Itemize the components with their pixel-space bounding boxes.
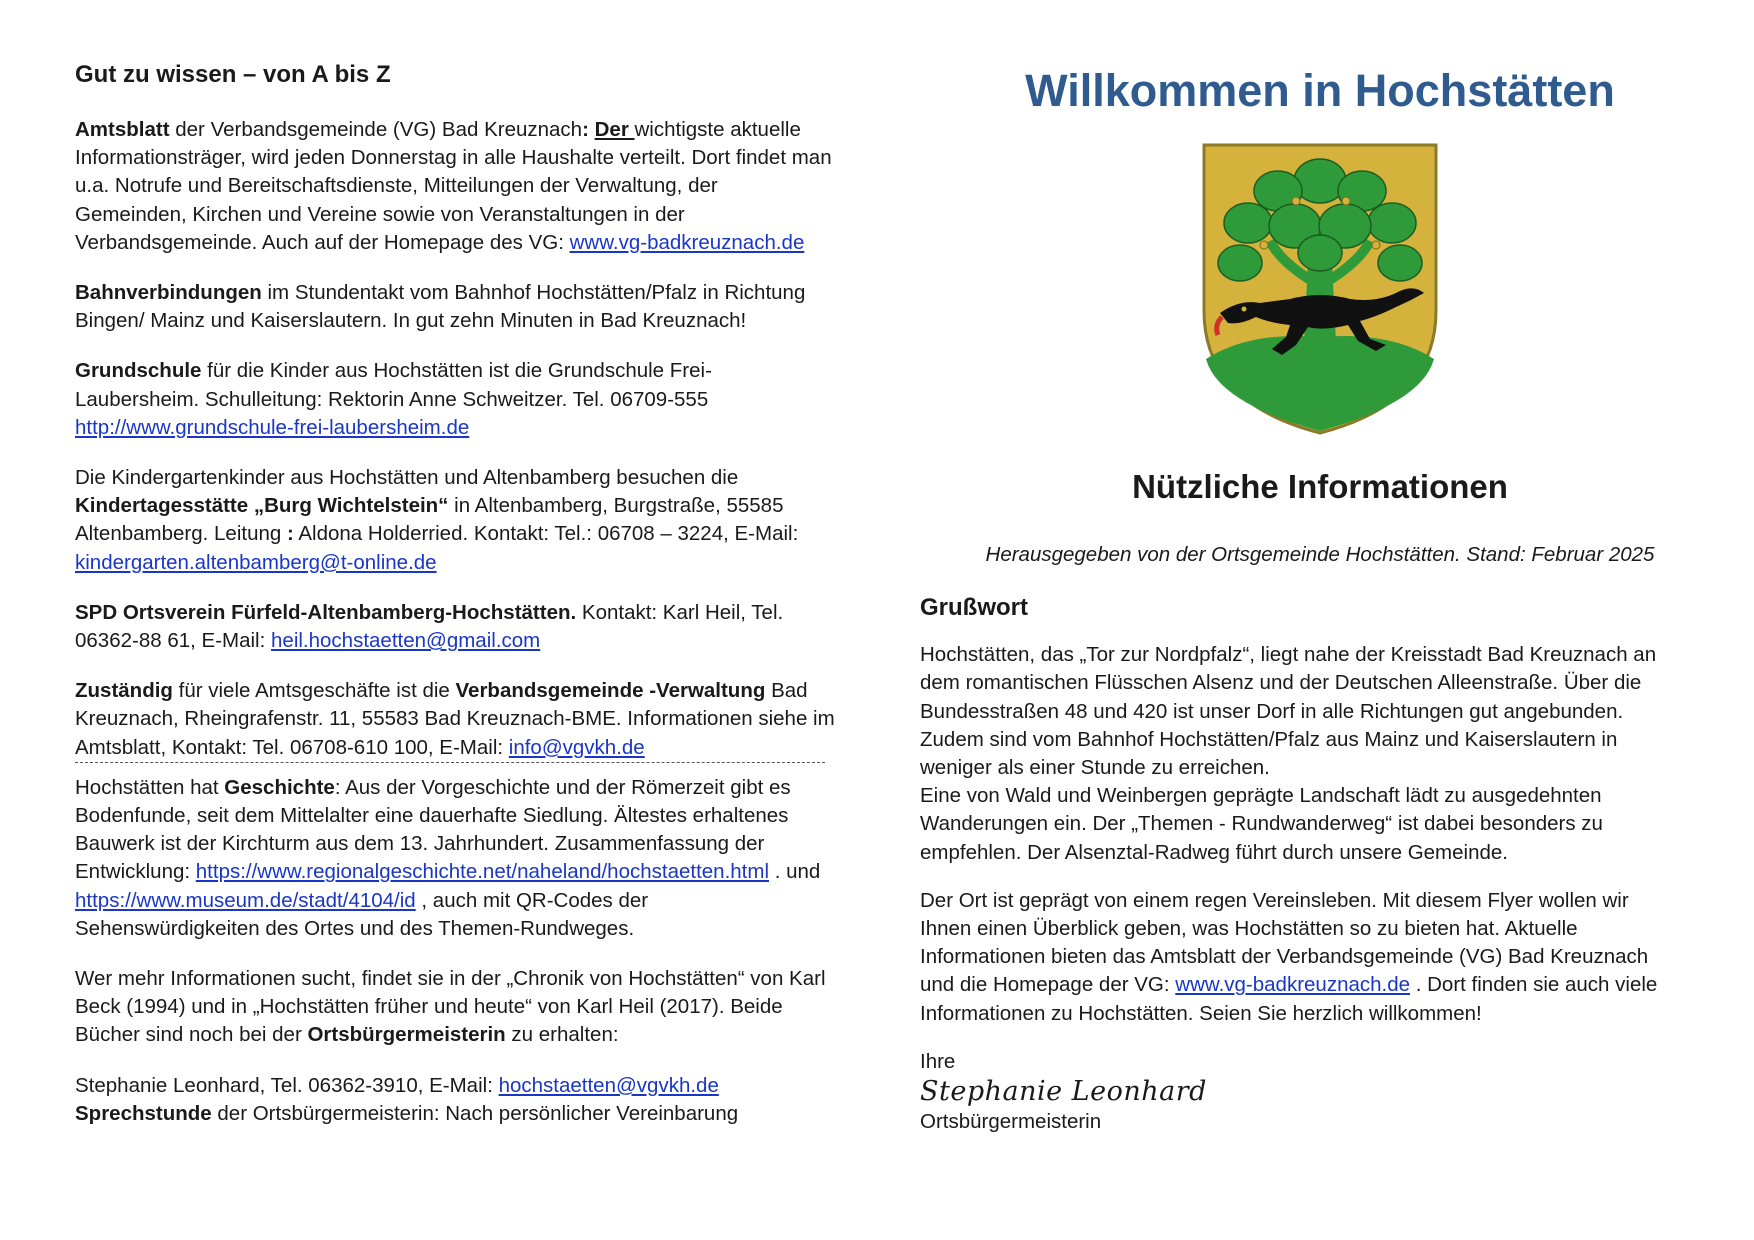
issuer-line: Herausgegeben von der Ortsgemeinde Hochstätten. Stand: Februar 2025 bbox=[985, 543, 1655, 566]
left-column bbox=[75, 60, 835, 1128]
bahn-label: Bahnverbindungen bbox=[75, 281, 262, 305]
zustaendig-paragraph bbox=[75, 677, 835, 762]
greeting-paragraph-1: Hochstätten, das „Tor zur Nordpfalz“, liegt nahe der Kreisstadt Bad Kreuznach an dem romantischen Flüsschen Alsenz und der Deutschen Alleenstraße. Über die Bundesstraßen 48 und 420 ist unser Dorf in alle Richtungen gut angebunden. Zudem sind vom Bahnhof Hochstätten/Pfalz aus Mainz und Kaiserslautern in weniger als einer Stunde zu erreichen. bbox=[920, 643, 1657, 780]
ortsbuergermeisterin-label: Ortsbürgermeisterin bbox=[307, 1023, 506, 1047]
bahn-paragraph bbox=[75, 279, 835, 335]
zustaendig-text: für viele Amtsgeschäfte ist die bbox=[172, 679, 456, 703]
chronik-paragraph bbox=[75, 965, 835, 1050]
geschichte-label: Geschichte bbox=[224, 775, 335, 799]
geschichte-text-2: : Aus der Vorgeschichte und der Römerzeit gibt es Bodenfunde, seit dem Mittelalter eine dauerhafte Siedlung. Ältestes erhaltenes Bauwerk ist der Kirchturm aus dem 13. Jahrhundert. Zusammenfassung der Entwicklung: bbox=[75, 775, 791, 884]
right-column bbox=[920, 55, 1680, 1136]
kita-label: Kindertagesstätte „Burg Wichtelstein“ bbox=[75, 494, 449, 518]
geschichte-text-3: . und bbox=[769, 860, 821, 884]
amtsblatt-text: der Verbandsgemeinde (VG) Bad Kreuznach bbox=[169, 118, 583, 141]
chronik-text-2: zu erhalten: bbox=[505, 1023, 619, 1047]
geschichte-text: Hochstätten hat bbox=[75, 775, 225, 799]
dashed-divider bbox=[75, 762, 825, 764]
kita-email-link[interactable]: kindergarten.altenbamberg@t-online.de bbox=[75, 550, 437, 574]
amtsblatt-colon: : bbox=[582, 118, 595, 141]
contact-paragraph bbox=[75, 1072, 835, 1128]
kita-text-2: in Altenbamberg, Burgstraße, 55585 Altenbamberg. Leitung bbox=[75, 494, 784, 546]
spd-text: Kontakt: Karl Heil, Tel. 06362-88 61, E-Mail: bbox=[75, 600, 784, 653]
vg-email-link[interactable]: info@vgvkh.de bbox=[508, 735, 645, 759]
contact-text: Stephanie Leonhard, Tel. 06362-3910, E-Mail: bbox=[75, 1073, 499, 1097]
kita-colon: : bbox=[286, 522, 294, 546]
spd-email-link[interactable]: heil.hochstaetten@gmail.com bbox=[271, 629, 541, 653]
zustaendig-text-2: Bad Kreuznach, Rheingrafenstr. 11, 55583 Bad Kreuznach-BME. Informationen siehe im Amtsblatt, Kontakt: Tel. 06708-610 100, E-Mail: bbox=[75, 679, 835, 759]
closing: Ihre bbox=[920, 1049, 956, 1073]
geschichte-text-4: , auch mit QR-Codes der Sehenswürdigkeiten des Ortes und des Themen-Rundweges. bbox=[75, 888, 649, 940]
greeting-paragraph-1b: Eine von Wald und Weinbergen geprägte Landschaft lädt zu ausgedehnten Wanderungen ein. Der „Themen - Rundwanderweg“ ist dabei besonders zu empfehlen. Der Alsenztal-Radweg führt durch unsere Gemeinde. bbox=[920, 784, 1603, 864]
section-heading: Gut zu wissen – von A bis Z bbox=[75, 61, 391, 88]
geschichte-paragraph bbox=[75, 774, 835, 943]
kita-text: Die Kindergartenkinder aus Hochstätten und Altenbamberg besuchen die bbox=[75, 466, 739, 490]
grundschule-label: Grundschule bbox=[75, 359, 202, 383]
spd-label: SPD Ortsverein Fürfeld-Altenbamberg-Hochstätten. bbox=[75, 600, 577, 624]
subtitle: Nützliche Informationen bbox=[1132, 468, 1508, 505]
coat-of-arms-icon bbox=[1200, 141, 1440, 436]
regionalgeschichte-link[interactable]: https://www.regionalgeschichte.net/naheland/hochstaetten.html bbox=[195, 860, 770, 884]
amtsblatt-label: Amtsblatt bbox=[75, 118, 170, 141]
vg-verwaltung-label: Verbandsgemeinde -Verwaltung bbox=[455, 679, 766, 703]
bahn-text: im Stundentakt vom Bahnhof Hochstätten/Pfalz in Richtung Bingen/ Mainz und Kaiserslautern. In gut zehn Minuten in Bad Kreuznach! bbox=[75, 281, 806, 333]
kita-text-3: Aldona Holderried. Kontakt: Tel.: 06708 – 3224, E-Mail: bbox=[293, 522, 799, 546]
vg-homepage-link-2[interactable]: www.vg-badkreuznach.de bbox=[1175, 973, 1411, 997]
museum-link[interactable]: https://www.museum.de/stadt/4104/id bbox=[75, 888, 416, 912]
vg-homepage-link[interactable]: www.vg-badkreuznach.de bbox=[569, 230, 805, 254]
role: Ortsbürgermeisterin bbox=[920, 1110, 1102, 1134]
sprechstunde-label: Sprechstunde bbox=[75, 1101, 212, 1125]
amtsblatt-der: Der bbox=[594, 118, 635, 141]
grundschule-paragraph bbox=[75, 357, 835, 442]
sprechstunde-text: der Ortsbürgermeisterin: Nach persönlicher Vereinbarung bbox=[211, 1101, 739, 1125]
grundschule-link[interactable]: http://www.grundschule-frei-laubersheim.de bbox=[75, 415, 470, 439]
grundschule-text: für die Kinder aus Hochstätten ist die Grundschule Frei-Laubersheim. Schulleitung: Rektorin Anne Schweitzer. Tel. 06709-555 bbox=[75, 359, 712, 411]
hochstaetten-email-link[interactable]: hochstaetten@vgvkh.de bbox=[498, 1073, 719, 1097]
greeting-paragraph-2 bbox=[920, 887, 1680, 1028]
kita-paragraph bbox=[75, 464, 835, 577]
signature: Stephanie Leonhard bbox=[920, 1076, 1207, 1108]
spd-paragraph bbox=[75, 599, 835, 655]
greeting-text: Der Ort ist geprägt von einem regen Vereinsleben. Mit diesem Flyer wollen wir Ihnen einen Überblick geben, was Hochstätten so zu bieten hat. Aktuelle Informationen bieten das Amtsblatt der Verbandsgemeinde (VG) Bad Kreuznach und die Homepage der VG: bbox=[920, 888, 1649, 997]
page-title: Willkommen in Hochstätten bbox=[1025, 65, 1615, 116]
amtsblatt-text-2: wichtigste aktuelle Informationsträger, wird jeden Donnerstag in alle Haushalte verteilt. Dort findet man u.a. Notrufe und Bereitschaftsdienste, Mitteilungen der Verwaltung, der Gemeinden, Kirchen und Vereine sowie von Veranstaltungen in der Verbandsgemeinde. Auch auf der Homepage des VG: bbox=[75, 118, 832, 254]
greeting-heading: Grußwort bbox=[920, 594, 1028, 622]
chronik-text: Wer mehr Informationen sucht, findet sie in der „Chronik von Hochstätten“ von Karl Beck (1994) und in „Hochstätten früher und heute“ von Karl Heil (2017). Beide Bücher sind noch bei der bbox=[75, 967, 826, 1047]
amtsblatt-paragraph bbox=[75, 116, 835, 257]
greeting-text-2: . Dort finden sie auch viele Informationen zu Hochstätten. Seien Sie herzlich willkommen! bbox=[920, 973, 1658, 1025]
zustaendig-label: Zuständig bbox=[75, 679, 173, 703]
coat-of-arms bbox=[1140, 141, 1460, 441]
